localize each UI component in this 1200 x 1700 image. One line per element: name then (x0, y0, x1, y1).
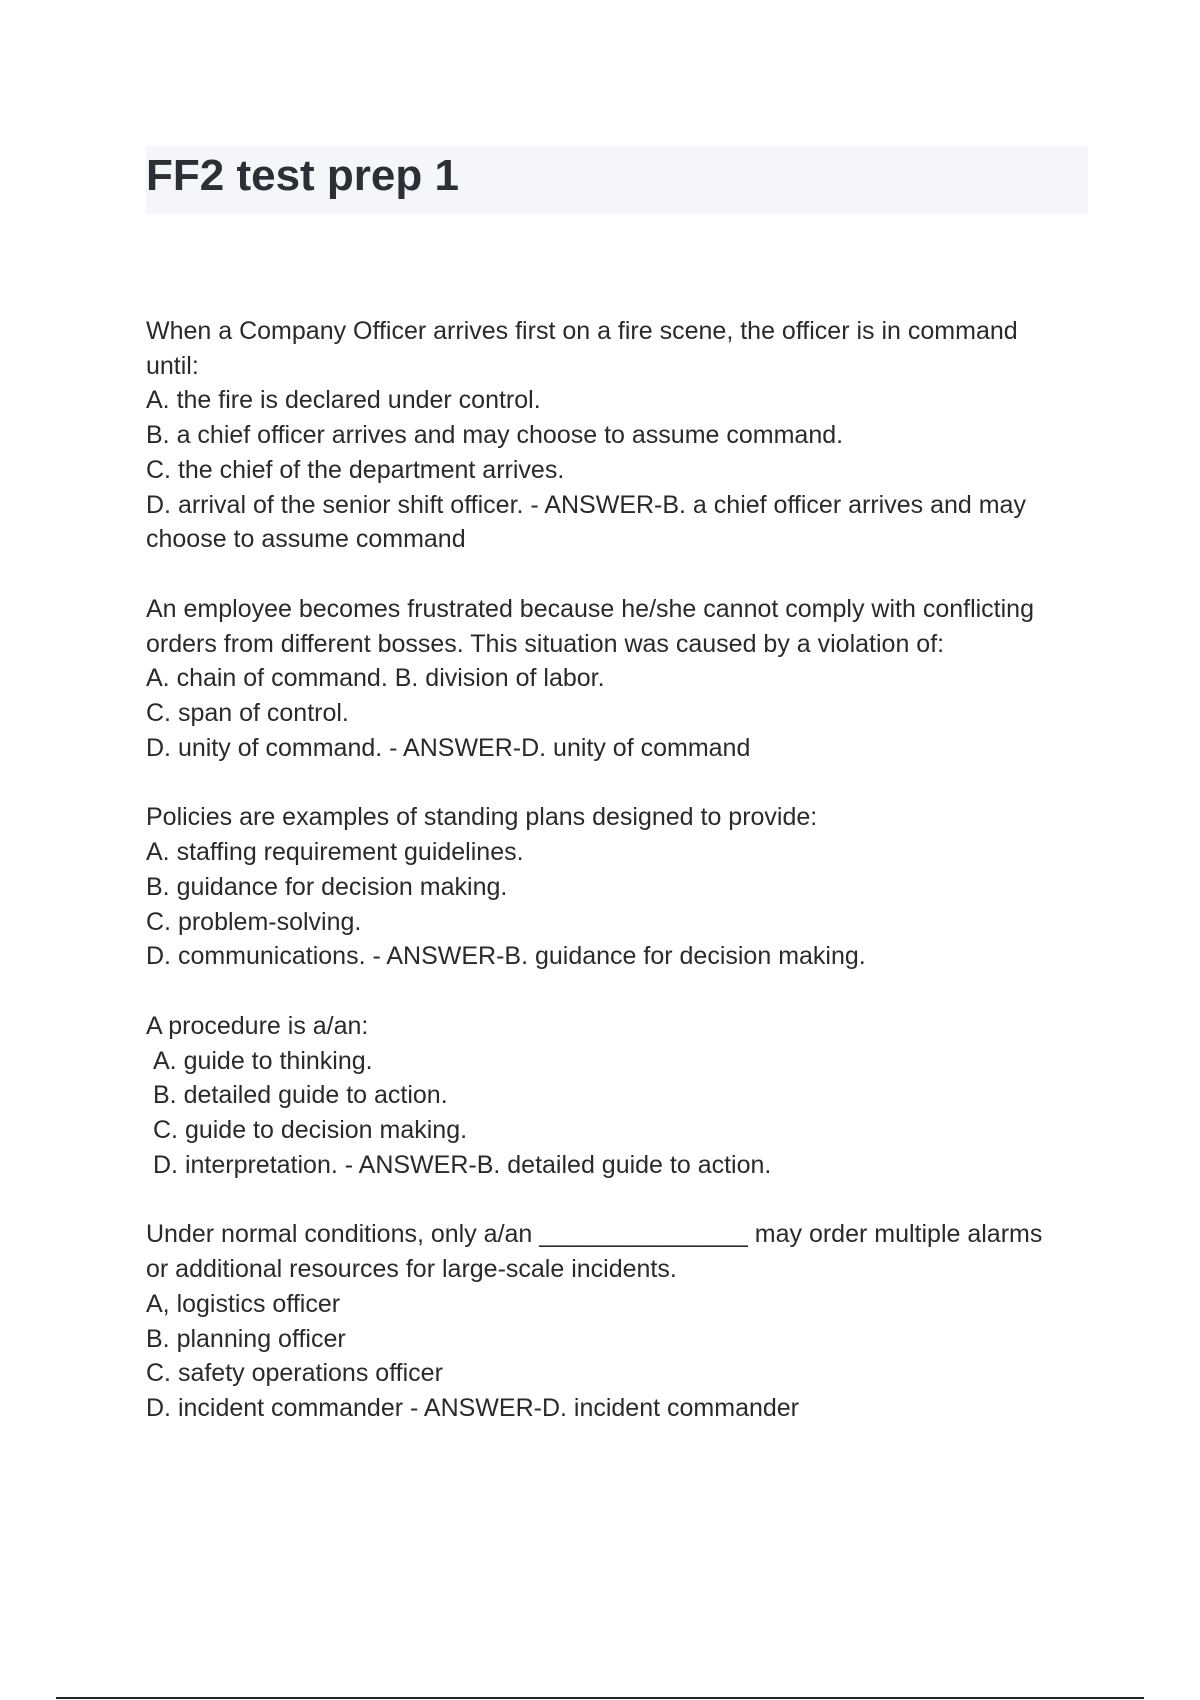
question-block (146, 1217, 1096, 1425)
answer-option: C. safety operations officer (146, 1359, 443, 1388)
answer-option: D. incident commander - ANSWER-D. incident commander (146, 1393, 800, 1422)
page-bottom-rule (56, 1697, 1144, 1699)
answer-option: A. the fire is declared under control. (146, 386, 541, 415)
question-block (146, 592, 1096, 766)
question-line: until: (146, 351, 199, 380)
answer-option: B. detailed guide to action. (153, 1081, 448, 1110)
question-line: Under normal conditions, only a/an _______________ may order multiple alarms (146, 1220, 1043, 1249)
question-line: orders from different bosses. This situation was caused by a violation of: (146, 629, 945, 658)
answer-option: D. interpretation. - ANSWER-B. detailed guide to action. (153, 1150, 772, 1179)
answer-option: A, logistics officer (146, 1289, 341, 1318)
answer-option: C. problem-solving. (146, 907, 362, 936)
document-title: FF2 test prep 1 (146, 151, 459, 200)
question-block (146, 314, 1096, 557)
answer-option: D. arrival of the senior shift officer. - ANSWER-B. a chief officer arrives and may (146, 490, 1026, 519)
question-line: When a Company Officer arrives first on a fire scene, the officer is in command (146, 317, 1018, 345)
question-block (146, 1009, 1096, 1183)
answer-option: A. chain of command. B. division of labor. (146, 664, 605, 693)
answer-option: D. communications. - ANSWER-B. guidance for decision making. (146, 942, 866, 971)
question-line: Policies are examples of standing plans designed to provide: (146, 803, 818, 832)
question-line: An employee becomes frustrated because he/she cannot comply with conflicting (146, 594, 1034, 623)
answer-option: B. guidance for decision making. (146, 872, 508, 901)
question-block (146, 800, 1096, 974)
answer-option: D. unity of command. - ANSWER-D. unity of command (146, 733, 751, 762)
question-line: A procedure is a/an: (146, 1011, 369, 1040)
answer-line: choose to assume command (146, 525, 466, 554)
answer-option: C. guide to decision making. (153, 1116, 468, 1145)
answer-option: B. planning officer (146, 1324, 346, 1353)
answer-option: B. a chief officer arrives and may choose to assume command. (146, 421, 844, 450)
answer-option: A. staffing requirement guidelines. (146, 838, 524, 867)
question-line: or additional resources for large-scale incidents. (146, 1255, 677, 1284)
answer-option: A. guide to thinking. (153, 1046, 373, 1075)
answer-option: C. the chief of the department arrives. (146, 455, 565, 484)
title-banner (146, 146, 1088, 214)
document-body (146, 314, 1096, 1461)
answer-option: C. span of control. (146, 699, 349, 728)
